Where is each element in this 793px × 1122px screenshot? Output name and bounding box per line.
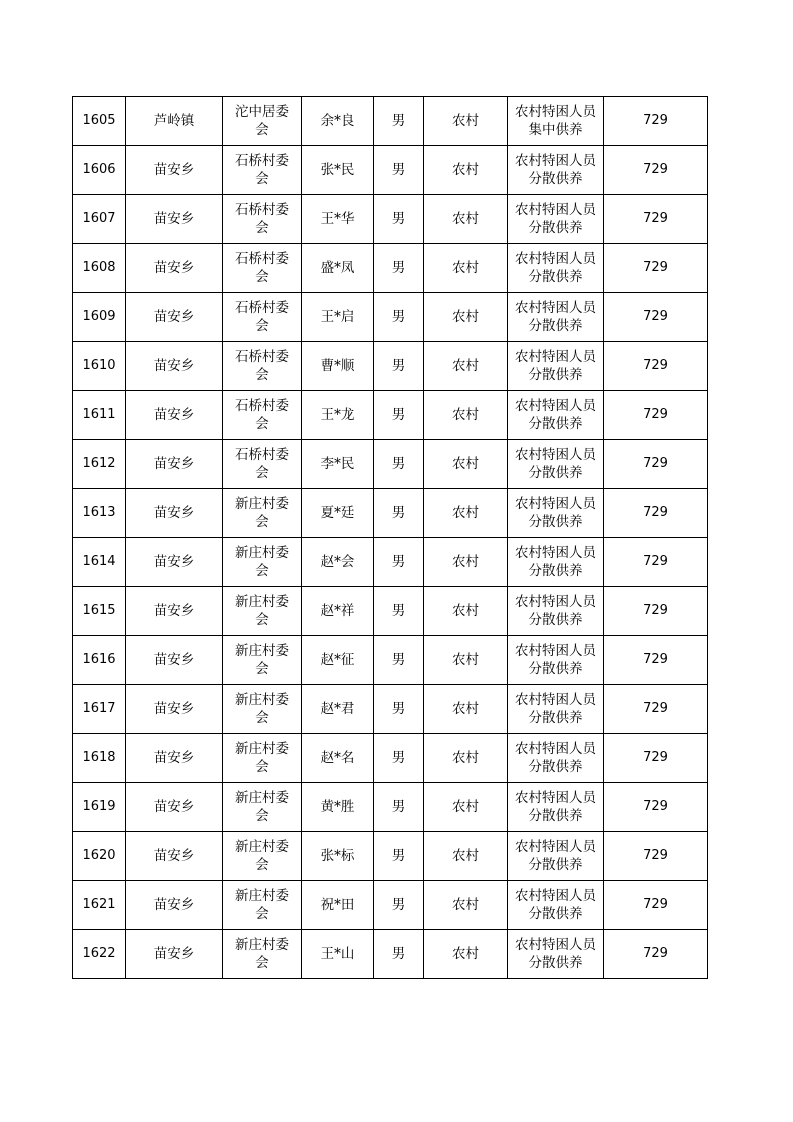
cell-serial-number: 1617 (73, 685, 126, 734)
cell-amount: 729 (604, 195, 708, 244)
cell-support-category (508, 734, 604, 783)
cell-gender: 男 (374, 832, 424, 881)
cell-amount: 729 (604, 783, 708, 832)
cell-name: 曹*顺 (302, 342, 374, 391)
cell-support-category-line: 农村特困人员 (515, 496, 596, 512)
cell-name: 赵*会 (302, 538, 374, 587)
cell-village-committee-line: 会 (255, 367, 269, 383)
cell-area-type: 农村 (424, 195, 508, 244)
cell-support-category (508, 636, 604, 685)
cell-area-type: 农村 (424, 636, 508, 685)
table-row (73, 587, 708, 636)
cell-village-committee-line: 石桥村委 (235, 300, 289, 316)
cell-serial-number: 1609 (73, 293, 126, 342)
cell-support-category (508, 783, 604, 832)
cell-support-category (508, 538, 604, 587)
cell-support-category-line: 分散供养 (528, 318, 583, 334)
cell-amount: 729 (604, 685, 708, 734)
cell-village-committee (223, 685, 302, 734)
cell-gender: 男 (374, 489, 424, 538)
cell-area-type: 农村 (424, 783, 508, 832)
table-row (73, 783, 708, 832)
cell-support-category-line: 农村特困人员 (515, 545, 596, 561)
cell-support-category (508, 685, 604, 734)
cell-area-type: 农村 (424, 734, 508, 783)
cell-gender: 男 (374, 440, 424, 489)
cell-village-committee-line: 新庄村委 (235, 594, 289, 610)
cell-serial-number: 1611 (73, 391, 126, 440)
cell-village-committee (223, 832, 302, 881)
cell-serial-number: 1614 (73, 538, 126, 587)
cell-support-category (508, 342, 604, 391)
cell-village-committee-line: 会 (255, 759, 269, 775)
cell-gender: 男 (374, 538, 424, 587)
cell-area-type: 农村 (424, 832, 508, 881)
cell-serial-number: 1615 (73, 587, 126, 636)
cell-gender: 男 (374, 293, 424, 342)
cell-village-committee-line: 会 (255, 612, 269, 628)
cell-gender: 男 (374, 244, 424, 293)
table-row (73, 244, 708, 293)
cell-support-category-line: 农村特困人员 (515, 104, 596, 120)
cell-serial-number: 1620 (73, 832, 126, 881)
cell-village-committee-line: 新庄村委 (235, 790, 289, 806)
cell-township: 苗安乡 (126, 734, 223, 783)
cell-village-committee (223, 146, 302, 195)
cell-name: 黄*胜 (302, 783, 374, 832)
cell-support-category (508, 489, 604, 538)
cell-amount: 729 (604, 881, 708, 930)
cell-area-type: 农村 (424, 881, 508, 930)
cell-village-committee-line: 会 (255, 955, 269, 971)
cell-support-category (508, 195, 604, 244)
cell-support-category (508, 146, 604, 195)
cell-village-committee-line: 石桥村委 (235, 202, 289, 218)
cell-support-category-line: 农村特困人员 (515, 398, 596, 414)
cell-village-committee-line: 石桥村委 (235, 153, 289, 169)
cell-name: 王*山 (302, 930, 374, 979)
cell-support-category-line: 农村特困人员 (515, 594, 596, 610)
cell-township: 苗安乡 (126, 391, 223, 440)
cell-village-committee-line: 会 (255, 269, 269, 285)
cell-area-type: 农村 (424, 146, 508, 195)
cell-support-category-line: 分散供养 (528, 514, 583, 530)
cell-support-category-line: 农村特困人员 (515, 153, 596, 169)
cell-gender: 男 (374, 587, 424, 636)
table-row (73, 97, 708, 146)
cell-support-category (508, 881, 604, 930)
cell-name: 赵*君 (302, 685, 374, 734)
cell-village-committee (223, 97, 302, 146)
cell-gender: 男 (374, 195, 424, 244)
cell-name: 赵*名 (302, 734, 374, 783)
cell-area-type: 农村 (424, 244, 508, 293)
cell-serial-number: 1619 (73, 783, 126, 832)
cell-name: 王*龙 (302, 391, 374, 440)
cell-township: 苗安乡 (126, 930, 223, 979)
cell-township: 苗安乡 (126, 587, 223, 636)
cell-area-type: 农村 (424, 538, 508, 587)
cell-support-category-line: 分散供养 (528, 416, 583, 432)
table-row (73, 930, 708, 979)
cell-amount: 729 (604, 587, 708, 636)
cell-support-category-line: 农村特困人员 (515, 839, 596, 855)
cell-serial-number: 1616 (73, 636, 126, 685)
cell-township: 苗安乡 (126, 244, 223, 293)
cell-village-committee-line: 会 (255, 563, 269, 579)
cell-village-committee (223, 636, 302, 685)
cell-serial-number: 1605 (73, 97, 126, 146)
cell-amount: 729 (604, 244, 708, 293)
table-row (73, 685, 708, 734)
cell-township: 苗安乡 (126, 440, 223, 489)
cell-village-committee-line: 会 (255, 857, 269, 873)
cell-support-category-line: 集中供养 (528, 122, 583, 138)
cell-name: 张*民 (302, 146, 374, 195)
cell-name: 王*华 (302, 195, 374, 244)
cell-support-category-line: 农村特困人员 (515, 643, 596, 659)
cell-support-category-line: 农村特困人员 (515, 790, 596, 806)
cell-village-committee (223, 930, 302, 979)
cell-name: 王*启 (302, 293, 374, 342)
cell-name: 李*民 (302, 440, 374, 489)
cell-amount: 729 (604, 538, 708, 587)
cell-village-committee-line: 会 (255, 318, 269, 334)
cell-gender: 男 (374, 783, 424, 832)
cell-township: 苗安乡 (126, 293, 223, 342)
cell-village-committee-line: 石桥村委 (235, 251, 289, 267)
cell-serial-number: 1621 (73, 881, 126, 930)
cell-support-category-line: 农村特困人员 (515, 251, 596, 267)
cell-gender: 男 (374, 685, 424, 734)
cell-area-type: 农村 (424, 489, 508, 538)
cell-support-category (508, 244, 604, 293)
cell-village-committee-line: 新庄村委 (235, 741, 289, 757)
cell-area-type: 农村 (424, 97, 508, 146)
cell-village-committee (223, 244, 302, 293)
table-row (73, 440, 708, 489)
cell-area-type: 农村 (424, 440, 508, 489)
table-row (73, 195, 708, 244)
cell-support-category-line: 分散供养 (528, 612, 583, 628)
cell-serial-number: 1607 (73, 195, 126, 244)
cell-village-committee-line: 会 (255, 710, 269, 726)
cell-township: 苗安乡 (126, 489, 223, 538)
table-row (73, 538, 708, 587)
cell-village-committee-line: 新庄村委 (235, 496, 289, 512)
cell-village-committee-line: 新庄村委 (235, 692, 289, 708)
cell-gender: 男 (374, 391, 424, 440)
cell-amount: 729 (604, 832, 708, 881)
cell-support-category (508, 587, 604, 636)
cell-support-category-line: 分散供养 (528, 269, 583, 285)
cell-support-category-line: 分散供养 (528, 367, 583, 383)
cell-support-category-line: 分散供养 (528, 808, 583, 824)
cell-township: 苗安乡 (126, 195, 223, 244)
cell-village-committee-line: 新庄村委 (235, 888, 289, 904)
cell-support-category (508, 930, 604, 979)
cell-village-committee-line: 会 (255, 906, 269, 922)
cell-area-type: 农村 (424, 391, 508, 440)
table-row (73, 734, 708, 783)
cell-gender: 男 (374, 636, 424, 685)
cell-township: 苗安乡 (126, 538, 223, 587)
cell-village-committee-line: 新庄村委 (235, 839, 289, 855)
cell-village-committee-line: 会 (255, 220, 269, 236)
cell-support-category (508, 293, 604, 342)
cell-support-category (508, 440, 604, 489)
cell-area-type: 农村 (424, 587, 508, 636)
cell-name: 赵*征 (302, 636, 374, 685)
cell-gender: 男 (374, 342, 424, 391)
cell-support-category (508, 391, 604, 440)
cell-support-category-line: 分散供养 (528, 759, 583, 775)
cell-serial-number: 1608 (73, 244, 126, 293)
table-row (73, 832, 708, 881)
table-row (73, 391, 708, 440)
cell-village-committee (223, 293, 302, 342)
roster-body (73, 97, 708, 979)
cell-gender: 男 (374, 881, 424, 930)
cell-village-committee (223, 391, 302, 440)
cell-village-committee (223, 440, 302, 489)
cell-village-committee (223, 587, 302, 636)
table-row (73, 342, 708, 391)
cell-village-committee-line: 会 (255, 514, 269, 530)
cell-village-committee-line: 会 (255, 808, 269, 824)
cell-gender: 男 (374, 97, 424, 146)
table-row (73, 489, 708, 538)
cell-serial-number: 1610 (73, 342, 126, 391)
cell-support-category-line: 农村特困人员 (515, 741, 596, 757)
cell-support-category-line: 分散供养 (528, 220, 583, 236)
cell-amount: 729 (604, 734, 708, 783)
cell-amount: 729 (604, 391, 708, 440)
cell-support-category-line: 农村特困人员 (515, 692, 596, 708)
cell-serial-number: 1606 (73, 146, 126, 195)
table-row (73, 636, 708, 685)
cell-name: 张*标 (302, 832, 374, 881)
cell-village-committee (223, 783, 302, 832)
cell-amount: 729 (604, 97, 708, 146)
cell-village-committee-line: 会 (255, 661, 269, 677)
cell-township: 苗安乡 (126, 832, 223, 881)
cell-gender: 男 (374, 734, 424, 783)
cell-support-category-line: 分散供养 (528, 906, 583, 922)
cell-village-committee-line: 会 (255, 465, 269, 481)
cell-township: 芦岭镇 (126, 97, 223, 146)
cell-area-type: 农村 (424, 342, 508, 391)
cell-area-type: 农村 (424, 293, 508, 342)
cell-village-committee-line: 新庄村委 (235, 545, 289, 561)
table-row (73, 881, 708, 930)
cell-village-committee (223, 881, 302, 930)
cell-village-committee-line: 会 (255, 122, 269, 138)
cell-amount: 729 (604, 293, 708, 342)
roster-table (72, 96, 708, 979)
cell-area-type: 农村 (424, 930, 508, 979)
cell-support-category-line: 分散供养 (528, 563, 583, 579)
cell-support-category-line: 农村特困人员 (515, 447, 596, 463)
cell-village-committee (223, 734, 302, 783)
cell-township: 苗安乡 (126, 342, 223, 391)
cell-serial-number: 1622 (73, 930, 126, 979)
cell-support-category-line: 分散供养 (528, 465, 583, 481)
cell-support-category (508, 832, 604, 881)
cell-name: 赵*祥 (302, 587, 374, 636)
cell-township: 苗安乡 (126, 783, 223, 832)
cell-amount: 729 (604, 636, 708, 685)
cell-village-committee (223, 342, 302, 391)
cell-gender: 男 (374, 930, 424, 979)
cell-village-committee-line: 新庄村委 (235, 643, 289, 659)
cell-township: 苗安乡 (126, 881, 223, 930)
cell-name: 夏*廷 (302, 489, 374, 538)
cell-village-committee (223, 195, 302, 244)
cell-name: 余*良 (302, 97, 374, 146)
cell-support-category-line: 农村特困人员 (515, 300, 596, 316)
cell-village-committee-line: 新庄村委 (235, 937, 289, 953)
cell-support-category-line: 农村特困人员 (515, 888, 596, 904)
table-row (73, 293, 708, 342)
cell-name: 祝*田 (302, 881, 374, 930)
cell-village-committee-line: 石桥村委 (235, 398, 289, 414)
cell-amount: 729 (604, 489, 708, 538)
cell-village-committee-line: 会 (255, 171, 269, 187)
cell-serial-number: 1613 (73, 489, 126, 538)
cell-township: 苗安乡 (126, 685, 223, 734)
cell-support-category-line: 农村特困人员 (515, 202, 596, 218)
cell-township: 苗安乡 (126, 146, 223, 195)
cell-village-committee-line: 石桥村委 (235, 349, 289, 365)
cell-support-category-line: 分散供养 (528, 955, 583, 971)
cell-name: 盛*凤 (302, 244, 374, 293)
cell-serial-number: 1618 (73, 734, 126, 783)
cell-serial-number: 1612 (73, 440, 126, 489)
cell-village-committee (223, 489, 302, 538)
cell-village-committee-line: 石桥村委 (235, 447, 289, 463)
cell-amount: 729 (604, 146, 708, 195)
cell-village-committee (223, 538, 302, 587)
cell-support-category-line: 分散供养 (528, 171, 583, 187)
cell-village-committee-line: 会 (255, 416, 269, 432)
cell-village-committee-line: 沱中居委 (235, 104, 289, 120)
cell-gender: 男 (374, 146, 424, 195)
cell-amount: 729 (604, 930, 708, 979)
cell-support-category-line: 分散供养 (528, 710, 583, 726)
cell-support-category-line: 农村特困人员 (515, 937, 596, 953)
cell-support-category-line: 分散供养 (528, 661, 583, 677)
cell-support-category-line: 分散供养 (528, 857, 583, 873)
cell-area-type: 农村 (424, 685, 508, 734)
cell-support-category (508, 97, 604, 146)
cell-amount: 729 (604, 440, 708, 489)
cell-support-category-line: 农村特困人员 (515, 349, 596, 365)
cell-amount: 729 (604, 342, 708, 391)
table-row (73, 146, 708, 195)
cell-township: 苗安乡 (126, 636, 223, 685)
